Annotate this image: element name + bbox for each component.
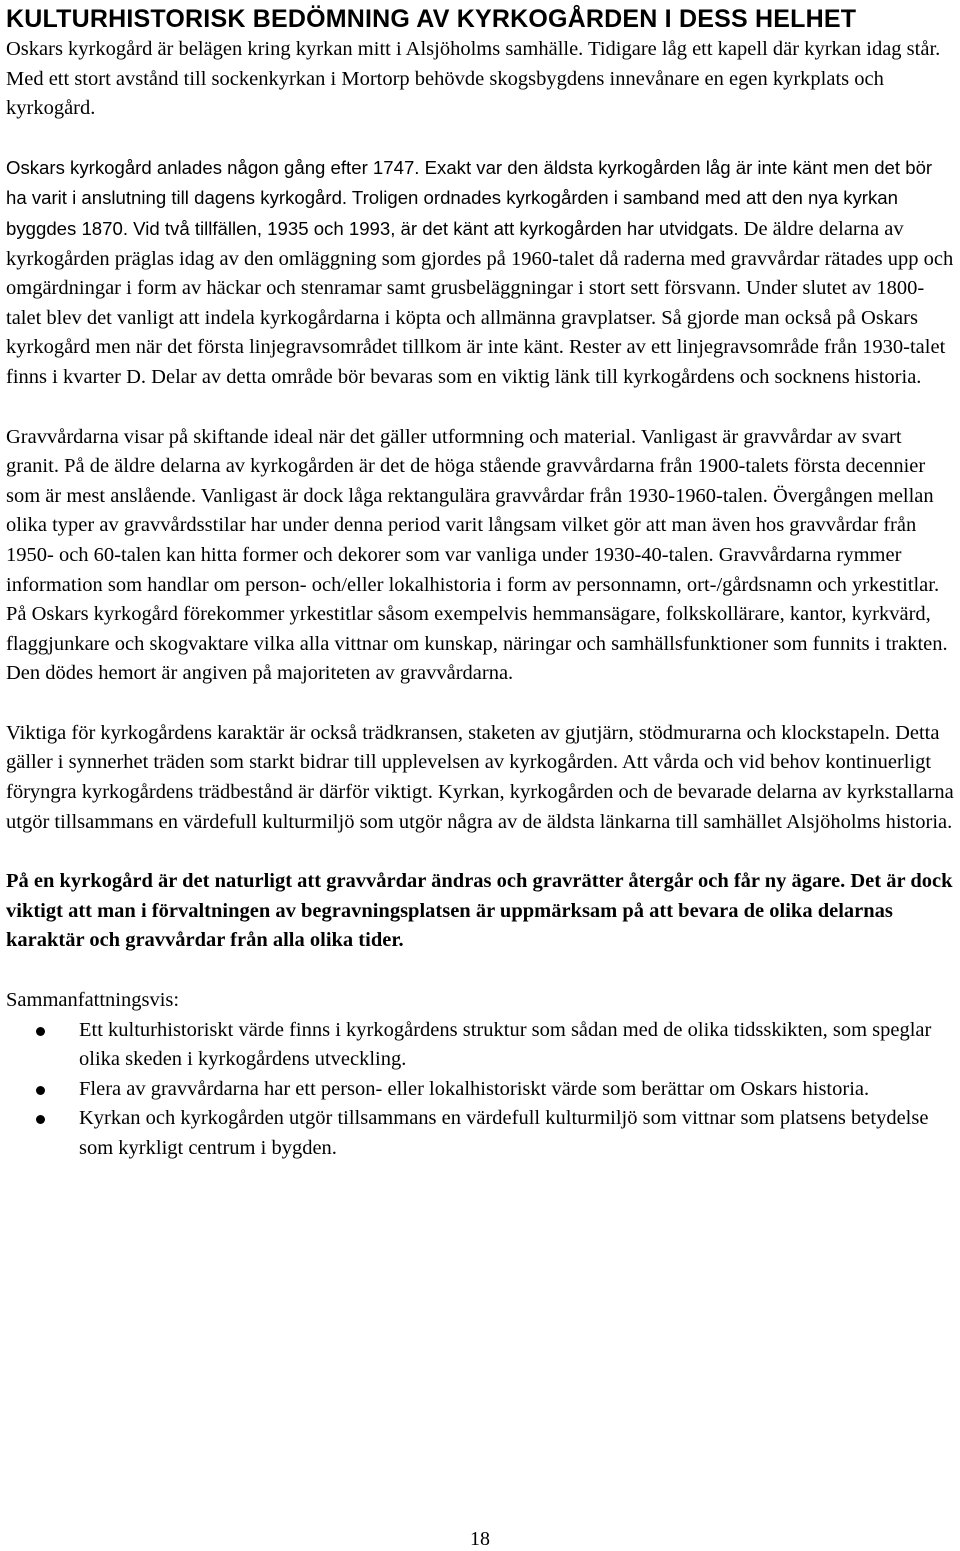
section-heading: KULTURHISTORISK BEDÖMNING AV KYRKOGÅRDEN I DESS HELHET <box>6 5 857 33</box>
document-page <box>6 4 956 1164</box>
summary-list-item <box>6 1075 956 1105</box>
history-paragraph-sans-text: Oskars kyrkogård anlades någon gång efter 1747. Exakt var den äldsta kyrkogården låg är inte känt men det bör ha varit i anslutning till dagens kyrkogård. Troligen ordnades kyrkogården i samband med att den nya kyrkan byggdes 1870. Vid två tillfällen, 1935 och 1993, är det känt att kyrkogården har utvidgats. <box>6 156 933 239</box>
summary-list-item <box>6 1104 956 1163</box>
bullet-icon <box>36 1086 45 1095</box>
history-paragraph-serif-text: De äldre delarna av kyrkogården präglas idag av den omläggning som gjordes på 1960-talet då raderna med gravvårdar rätades upp och omgärdningar i form av häckar och stenramar samt grusbeläggningar i stort sett försvann. Under slutet av 1800-talet blev det vanligt att indela kyrkogårdarna i köpta och allmänna gravplatser. Så gjorde man också på Oskars kyrkogård men när det första linjegravsområdet tillkom är inte känt. Rester av ett linjegravsområde från 1930-talet finns i kvarter D. Delar av detta område bör bevaras som en viktig länk till kyrkogårdens och socknens historia. <box>6 217 954 388</box>
paragraph-spacer <box>6 124 956 153</box>
gravestones-paragraph: Gravvårdarna visar på skiftande ideal när det gäller utformning och material. Vanligast är gravvårdar av svart granit. På de äldre delarna av kyrkogården är det de höga stående gravvårdarna från 1900-talets första decennier som är mest anslående. Vanligast är dock låga rektangulära gravvårdar från 1930-1960-talen. Övergången mellan olika typer av gravvårdsstilar har under denna period varit långsam vilket gör att man även hos gravvårdar från 1950- och 60-talen kan hitta former och dekorer som var vanliga under 1930-40-talen. Gravvårdarna rymmer information som handlar om person- och/eller lokalhistoria i form av personnamn, ort-/gårdsnamn och yrkestitlar. På Oskars kyrkogård förekommer yrkestitlar såsom exempelvis hemmansägare, folkskollärare, kantor, kyrkvärd, flaggjunkare och skogvaktare vilka alla vittnar om kunskap, näringar och samhällsfunktioner som funnits i trakten. Den dödes hemort är angiven på majoriteten av gravvårdarna. <box>6 425 948 685</box>
intro-paragraph: Oskars kyrkogård är belägen kring kyrkan mitt i Alsjöholms samhälle. Tidigare låg ett kapell där kyrkan idag står. Med ett stort avstånd till sockenkyrkan i Mortorp behövde skogsbygdens innevånare en egen kyrkplats och kyrkogård. <box>6 38 941 120</box>
page-number: 18 <box>470 1528 490 1550</box>
paragraph-spacer <box>6 393 956 423</box>
bold-note-paragraph: På en kyrkogård är det naturligt att gravvårdar ändras och gravrätter återgår och får ny ägare. Det är dock viktigt att man i förvaltningen av begravningsplatsen är uppmärksam på att bevara de olika delarnas karaktär och gravvårdar från alla olika tider. <box>6 870 953 952</box>
summary-item-text: Ett kulturhistoriskt värde finns i kyrkogårdens struktur som sådan med de olika tidsskikten, som speglar olika skeden i kyrkogårdens utveckling. <box>79 1018 932 1071</box>
bullet-icon <box>36 1115 45 1124</box>
summary-item-text: Flera av gravvårdarna har ett person- eller lokalhistoriskt värde som berättar om Oskars historia. <box>79 1077 870 1100</box>
paragraph-spacer <box>6 956 956 986</box>
history-paragraph <box>6 153 956 393</box>
paragraph-spacer <box>6 837 956 867</box>
character-paragraph: Viktiga för kyrkogårdens karaktär är också trädkransen, staketen av gjutjärn, stödmurarna och klockstapeln. Detta gäller i synnerhet träden som starkt bidrar till upplevelsen av kyrkogården. Att vårda och vid behov kontinuerligt föryngra kyrkogårdens trädbestånd är därför viktigt. Kyrkan, kyrkogården och de bevarade delarna av kyrkstallarna utgör tillsammans en värdefull kulturmiljö som utgör några av de äldsta länkarna till samhället Alsjöholms historia. <box>6 721 954 833</box>
bullet-icon <box>36 1027 45 1036</box>
summary-item-text: Kyrkan och kyrkogården utgör tillsammans en värdefull kulturmiljö som vittnar som platsens betydelse som kyrkligt centrum i bygden. <box>79 1107 929 1159</box>
summary-list <box>6 1016 956 1164</box>
paragraph-spacer <box>6 689 956 719</box>
summary-label: Sammanfattningsvis: <box>6 989 180 1012</box>
summary-list-item <box>6 1016 956 1075</box>
